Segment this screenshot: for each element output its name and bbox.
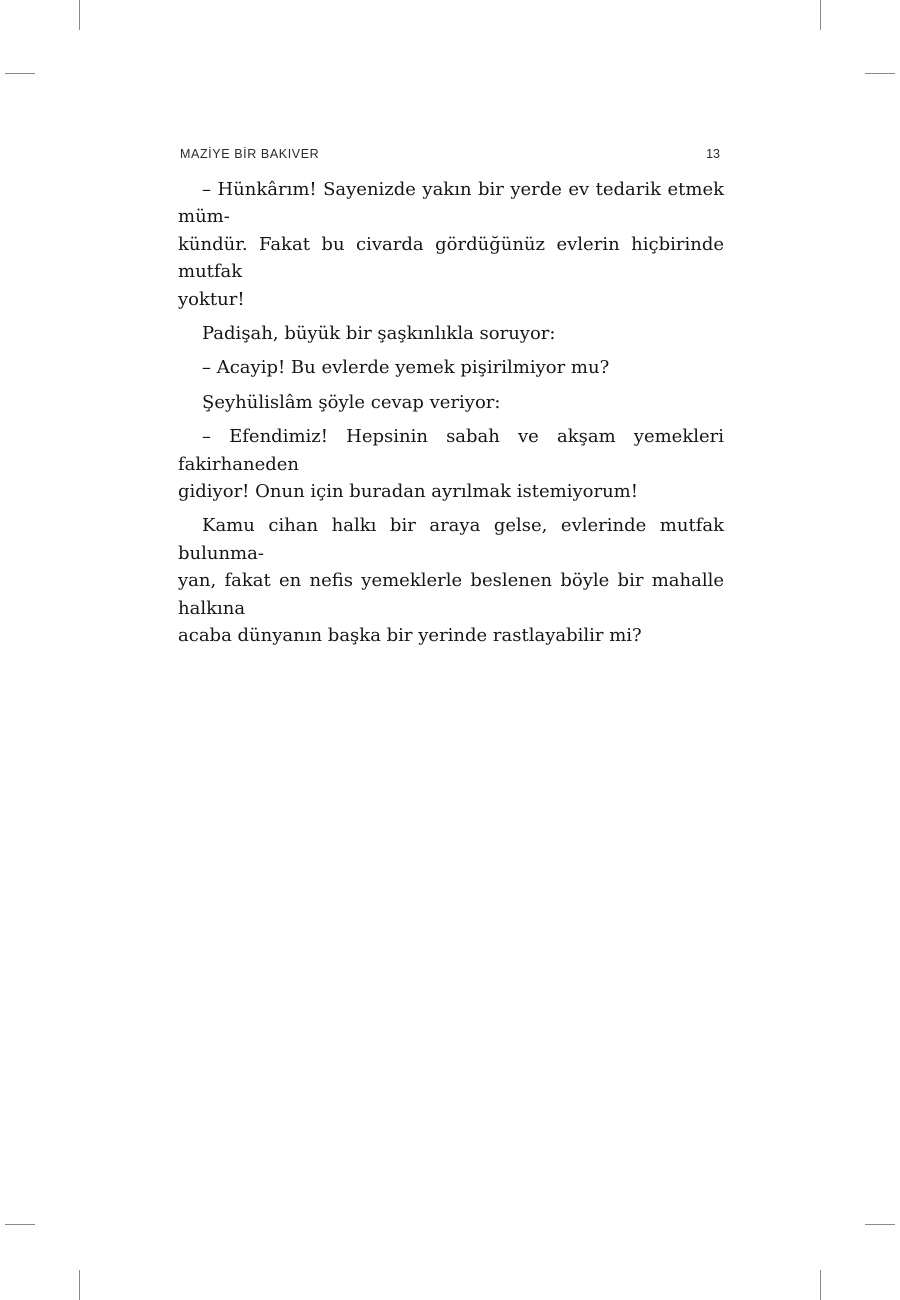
text-line: – Efendimiz! Hepsinin sabah ve akşam yemekleri fakirhaneden (178, 426, 724, 475)
body-text (178, 176, 724, 657)
crop-mark-top-right-horizontal (865, 73, 895, 74)
paragraph-5 (178, 423, 724, 505)
paragraph-1 (178, 176, 724, 313)
text-line: – Hünkârım! Sayenizde yakın bir yerde ev tedarik etmek müm- (178, 179, 724, 228)
text-line: kündür. Fakat bu civarda gördüğünüz evlerin hiçbirinde mutfak (178, 233, 724, 283)
text-line: acaba dünyanın başka bir yerinde rastlayabilir mi? (178, 625, 642, 647)
paragraph-4 (178, 389, 724, 416)
paragraph-3 (178, 354, 724, 381)
crop-mark-bottom-left-vertical (79, 1270, 80, 1300)
crop-mark-bottom-right-horizontal (865, 1224, 895, 1225)
paragraph-2 (178, 320, 724, 347)
crop-mark-bottom-left-horizontal (5, 1224, 35, 1225)
crop-mark-top-left-horizontal (5, 73, 35, 74)
running-head (180, 147, 720, 165)
running-head-title: MAZİYE BİR BAKIVER (180, 147, 320, 161)
crop-mark-top-left-vertical (79, 0, 80, 30)
text-line: gidiyor! Onun için buradan ayrılmak istemiyorum! (178, 481, 638, 503)
text-line: Padişah, büyük bir şaşkınlıkla soruyor: (202, 323, 556, 345)
text-line: – Acayip! Bu evlerde yemek pişirilmiyor mu? (202, 357, 610, 379)
page-number: 13 (706, 147, 720, 161)
crop-mark-top-right-vertical (820, 0, 821, 30)
text-line: yoktur! (178, 288, 245, 310)
text-line: Kamu cihan halkı bir araya gelse, evlerinde mutfak bulunma- (178, 515, 724, 564)
crop-mark-bottom-right-vertical (820, 1270, 821, 1300)
text-line: Şeyhülislâm şöyle cevap veriyor: (202, 391, 501, 413)
text-line: yan, fakat en nefis yemeklerle beslenen böyle bir mahalle halkına (178, 570, 724, 619)
paragraph-6 (178, 512, 724, 649)
